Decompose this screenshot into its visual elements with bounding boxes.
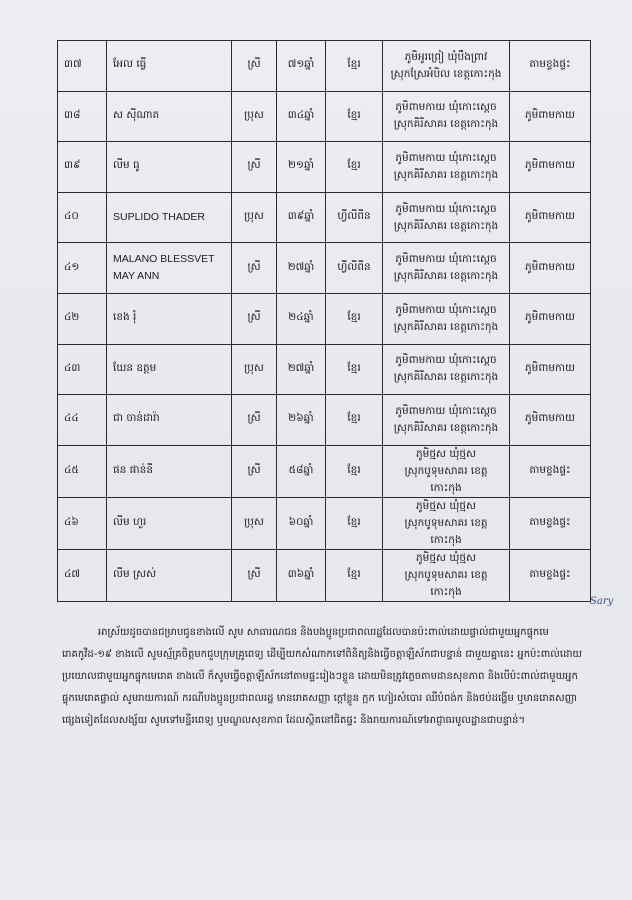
cell-sex: ប្រុស <box>232 192 277 243</box>
address-line-2: ស្រុកគិរីសាគរ ខេត្តកោះកុង <box>393 118 499 131</box>
handwritten-signature: Sary <box>590 596 614 607</box>
cell-address <box>383 41 510 92</box>
address-line-2: ស្រុកគិរីសាគរ ខេត្តកោះកុង <box>393 320 499 333</box>
table-row <box>58 142 591 193</box>
cell-age: ២៦ឆ្នាំ <box>277 395 326 446</box>
table-row <box>58 91 591 142</box>
cell-nationality: ខ្មែរ <box>326 41 383 92</box>
cell-status: ភូមិពាមកាយ <box>510 91 591 142</box>
cell-address <box>383 344 510 395</box>
address-line-2: ស្រុកគិរីសាគរ ខេត្តកោះកុង <box>393 421 499 434</box>
address-line-2: ស្រុកបូទុមសាគរ ខេត្តកោះកុង <box>404 516 488 546</box>
address-line-1: ភូមិពាមកាយ ឃុំកោះស្ដេច <box>395 303 497 316</box>
cell-number: ៤៤ <box>58 395 107 446</box>
cell-sex: ប្រុស <box>232 91 277 142</box>
address-line-2: ស្រុកគិរីសាគរ ខេត្តកោះកុង <box>393 168 499 181</box>
table-row <box>58 445 591 497</box>
cell-number: ៤៧ <box>58 549 107 601</box>
cell-number: ៣៧ <box>58 41 107 92</box>
cell-name: MALANO BLESSVET MAY ANN <box>107 243 232 294</box>
cell-address <box>383 293 510 344</box>
table-row <box>58 549 591 601</box>
cell-sex: ស្រី <box>232 142 277 193</box>
cell-status: ភូមិពាមកាយ <box>510 142 591 193</box>
contact-records-table <box>57 40 591 602</box>
address-line-2: ស្រុកស្រែអំបិល ខេត្តកោះកុង <box>390 67 502 80</box>
address-line-1: ភូមិថ្មស ឃុំថ្មស <box>416 551 476 564</box>
cell-age: ២១ឆ្នាំ <box>277 142 326 193</box>
cell-sex: ស្រី <box>232 395 277 446</box>
cell-age: ៣៤ឆ្នាំ <box>277 91 326 142</box>
cell-number: ៤២ <box>58 293 107 344</box>
address-line-1: ភូមិពាមកាយ ឃុំកោះស្ដេច <box>395 101 497 114</box>
cell-age: ២៤ឆ្នាំ <box>277 293 326 344</box>
cell-name: ផន ផាន់នី <box>107 445 232 497</box>
cell-sex: ស្រី <box>232 41 277 92</box>
cell-sex: ប្រុស <box>232 344 277 395</box>
cell-address <box>383 142 510 193</box>
cell-age: ៣៦ឆ្នាំ <box>277 549 326 601</box>
address-line-2: ស្រុកគិរីសាគរ ខេត្តកោះកុង <box>393 270 499 283</box>
cell-number: ៤៣ <box>58 344 107 395</box>
table-row <box>58 243 591 294</box>
address-line-2: ស្រុកគិរីសាគរ ខេត្តកោះកុង <box>393 219 499 232</box>
cell-number: ៤១ <box>58 243 107 294</box>
address-line-2: ស្រុកគិរីសាគរ ខេត្តកោះកុង <box>393 371 499 384</box>
cell-sex: ស្រី <box>232 293 277 344</box>
records-table-body <box>58 41 591 602</box>
cell-nationality: ហ្វីលីពីន <box>326 192 383 243</box>
address-line-1: ភូមិថ្មស ឃុំថ្មស <box>416 499 476 512</box>
cell-number: ៣៨ <box>58 91 107 142</box>
cell-number: ៤៦ <box>58 497 107 549</box>
table-row <box>58 497 591 549</box>
table-row <box>58 395 591 446</box>
cell-name: អែល ធ្វើ <box>107 41 232 92</box>
cell-nationality: ខ្មែរ <box>326 293 383 344</box>
cell-age: ៥៨ឆ្នាំ <box>277 445 326 497</box>
table-row <box>58 344 591 395</box>
cell-age: ២៧ឆ្នាំ <box>277 344 326 395</box>
cell-status: តាមខ្ទងផ្ទះ <box>510 549 591 601</box>
cell-name: ខេង រុំ <box>107 293 232 344</box>
table-row <box>58 192 591 243</box>
cell-age: ៦០ឆ្នាំ <box>277 497 326 549</box>
cell-name: ឃែន ឧត្តម <box>107 344 232 395</box>
cell-number: ៣៩ <box>58 142 107 193</box>
address-line-1: ភូមិអូរព្រៀ ឃុំបឹងព្រាវ <box>404 50 488 63</box>
cell-nationality: ខ្មែរ <box>326 344 383 395</box>
address-line-2: ស្រុកបូទុមសាគរ ខេត្តកោះកុង <box>404 568 488 598</box>
cell-age: ៧១ឆ្នាំ <box>277 41 326 92</box>
cell-number: ៤៥ <box>58 445 107 497</box>
cell-name: លីម ហួរ <box>107 497 232 549</box>
cell-address <box>383 91 510 142</box>
cell-nationality: ខ្មែរ <box>326 395 383 446</box>
cell-sex: ស្រី <box>232 549 277 601</box>
cell-number: ៤០ <box>58 192 107 243</box>
cell-address <box>383 445 510 497</box>
cell-name: ជា ចាន់ដារ៉ា <box>107 395 232 446</box>
address-line-1: ភូមិពាមកាយ ឃុំកោះស្ដេច <box>395 253 497 266</box>
cell-status: តាមខ្ទងផ្ទះ <box>510 445 591 497</box>
address-line-1: ភូមិពាមកាយ ឃុំកោះស្ដេច <box>395 151 497 164</box>
address-line-1: ភូមិពាមកាយ ឃុំកោះស្ដេច <box>395 202 497 215</box>
cell-status: ភូមិពាមកាយ <box>510 293 591 344</box>
cell-address <box>383 395 510 446</box>
cell-name: SUPLIDO THADER <box>107 192 232 243</box>
table-row <box>58 41 591 92</box>
cell-status: ភូមិពាមកាយ <box>510 192 591 243</box>
cell-address <box>383 192 510 243</box>
notice-paragraph: អាស្រ័យដូចបានជម្រាបជូនខាងលើ សូម សាធារណជន និងបងប្អូនប្រជាពលរដ្ឋដែលបានប៉ះពាល់ដោយផ្ទាល់ជាមួយអ្នកផ្ទុកមេរោគកូវីដ-១៩ ខាងលើ សូមស្ម័គ្រចិត្តមកជួបក្រុមគ្រូពេទ្យ ដើម្បីយកសំណាកទៅពិនិត្យនិងធ្វើចត្តាឡីស័កជាបន្ទាន់ ជាមួយគ្នានេះ អ្នកប៉ះពាល់ដោយប្រយោលជាមួយអ្នកផ្ទុកមេរោគ ខាងលើ ក៏សូមធ្វើចត្តាឡីស័កនៅតាមផ្ទះរៀងៗខ្លួន ដោយមិនត្រូវភ្លេចតាមដានសុខភាព និងបើប៉ះពាល់ជាមួយអ្នកផ្ទុកមេរោគផ្ទាល់ សូមរាយការណ៍ ករណីបងប្អូនប្រជាពលរដ្ឋ មានរោគសញ្ញា ក្ដៅខ្លួន ក្អក ហៀរសំបោរ ឈឺបំពង់ក និងថប់ដង្ហើម ឬមានរោគសញ្ញាផ្សេងទៀតដែលសង្ស័យ សូមទៅមន្ទីរពេទ្យ ឬមណ្ឌលសុខភាព ដែលស្ថិតនៅជិតផ្ទះ និងរាយការណ៍ទៅអាជ្ញាធរមូលដ្ឋានជាបន្ទាន់។ <box>62 627 583 726</box>
cell-name: លីម ធូ <box>107 142 232 193</box>
cell-nationality: ហ្វីលីពីន <box>326 243 383 294</box>
cell-address <box>383 243 510 294</box>
cell-sex: ស្រី <box>232 243 277 294</box>
cell-status: ភូមិពាមកាយ <box>510 395 591 446</box>
address-line-1: ភូមិថ្មស ឃុំថ្មស <box>416 447 476 460</box>
cell-address <box>383 549 510 601</box>
cell-nationality: ខ្មែរ <box>326 445 383 497</box>
cell-nationality: ខ្មែរ <box>326 91 383 142</box>
cell-nationality: ខ្មែរ <box>326 497 383 549</box>
cell-sex: ប្រុស <box>232 497 277 549</box>
cell-status: ភូមិពាមកាយ <box>510 243 591 294</box>
address-line-1: ភូមិពាមកាយ ឃុំកោះស្ដេច <box>395 354 497 367</box>
cell-age: ២៧ឆ្នាំ <box>277 243 326 294</box>
cell-status: ភូមិពាមកាយ <box>510 344 591 395</box>
cell-age: ៣៩ឆ្នាំ <box>277 192 326 243</box>
table-row <box>58 293 591 344</box>
cell-name: លីម ស្រស់ <box>107 549 232 601</box>
cell-status: តាមខ្ទងផ្ទះ <box>510 41 591 92</box>
address-line-2: ស្រុកបូទុមសាគរ ខេត្តកោះកុង <box>404 464 488 494</box>
cell-status: តាមខ្ទងផ្ទះ <box>510 497 591 549</box>
cell-address <box>383 497 510 549</box>
cell-name: ស ស៊ីណាត <box>107 91 232 142</box>
cell-sex: ស្រី <box>232 445 277 497</box>
cell-nationality: ខ្មែរ <box>326 549 383 601</box>
cell-nationality: ខ្មែរ <box>326 142 383 193</box>
address-line-1: ភូមិពាមកាយ ឃុំកោះស្ដេច <box>395 404 497 417</box>
